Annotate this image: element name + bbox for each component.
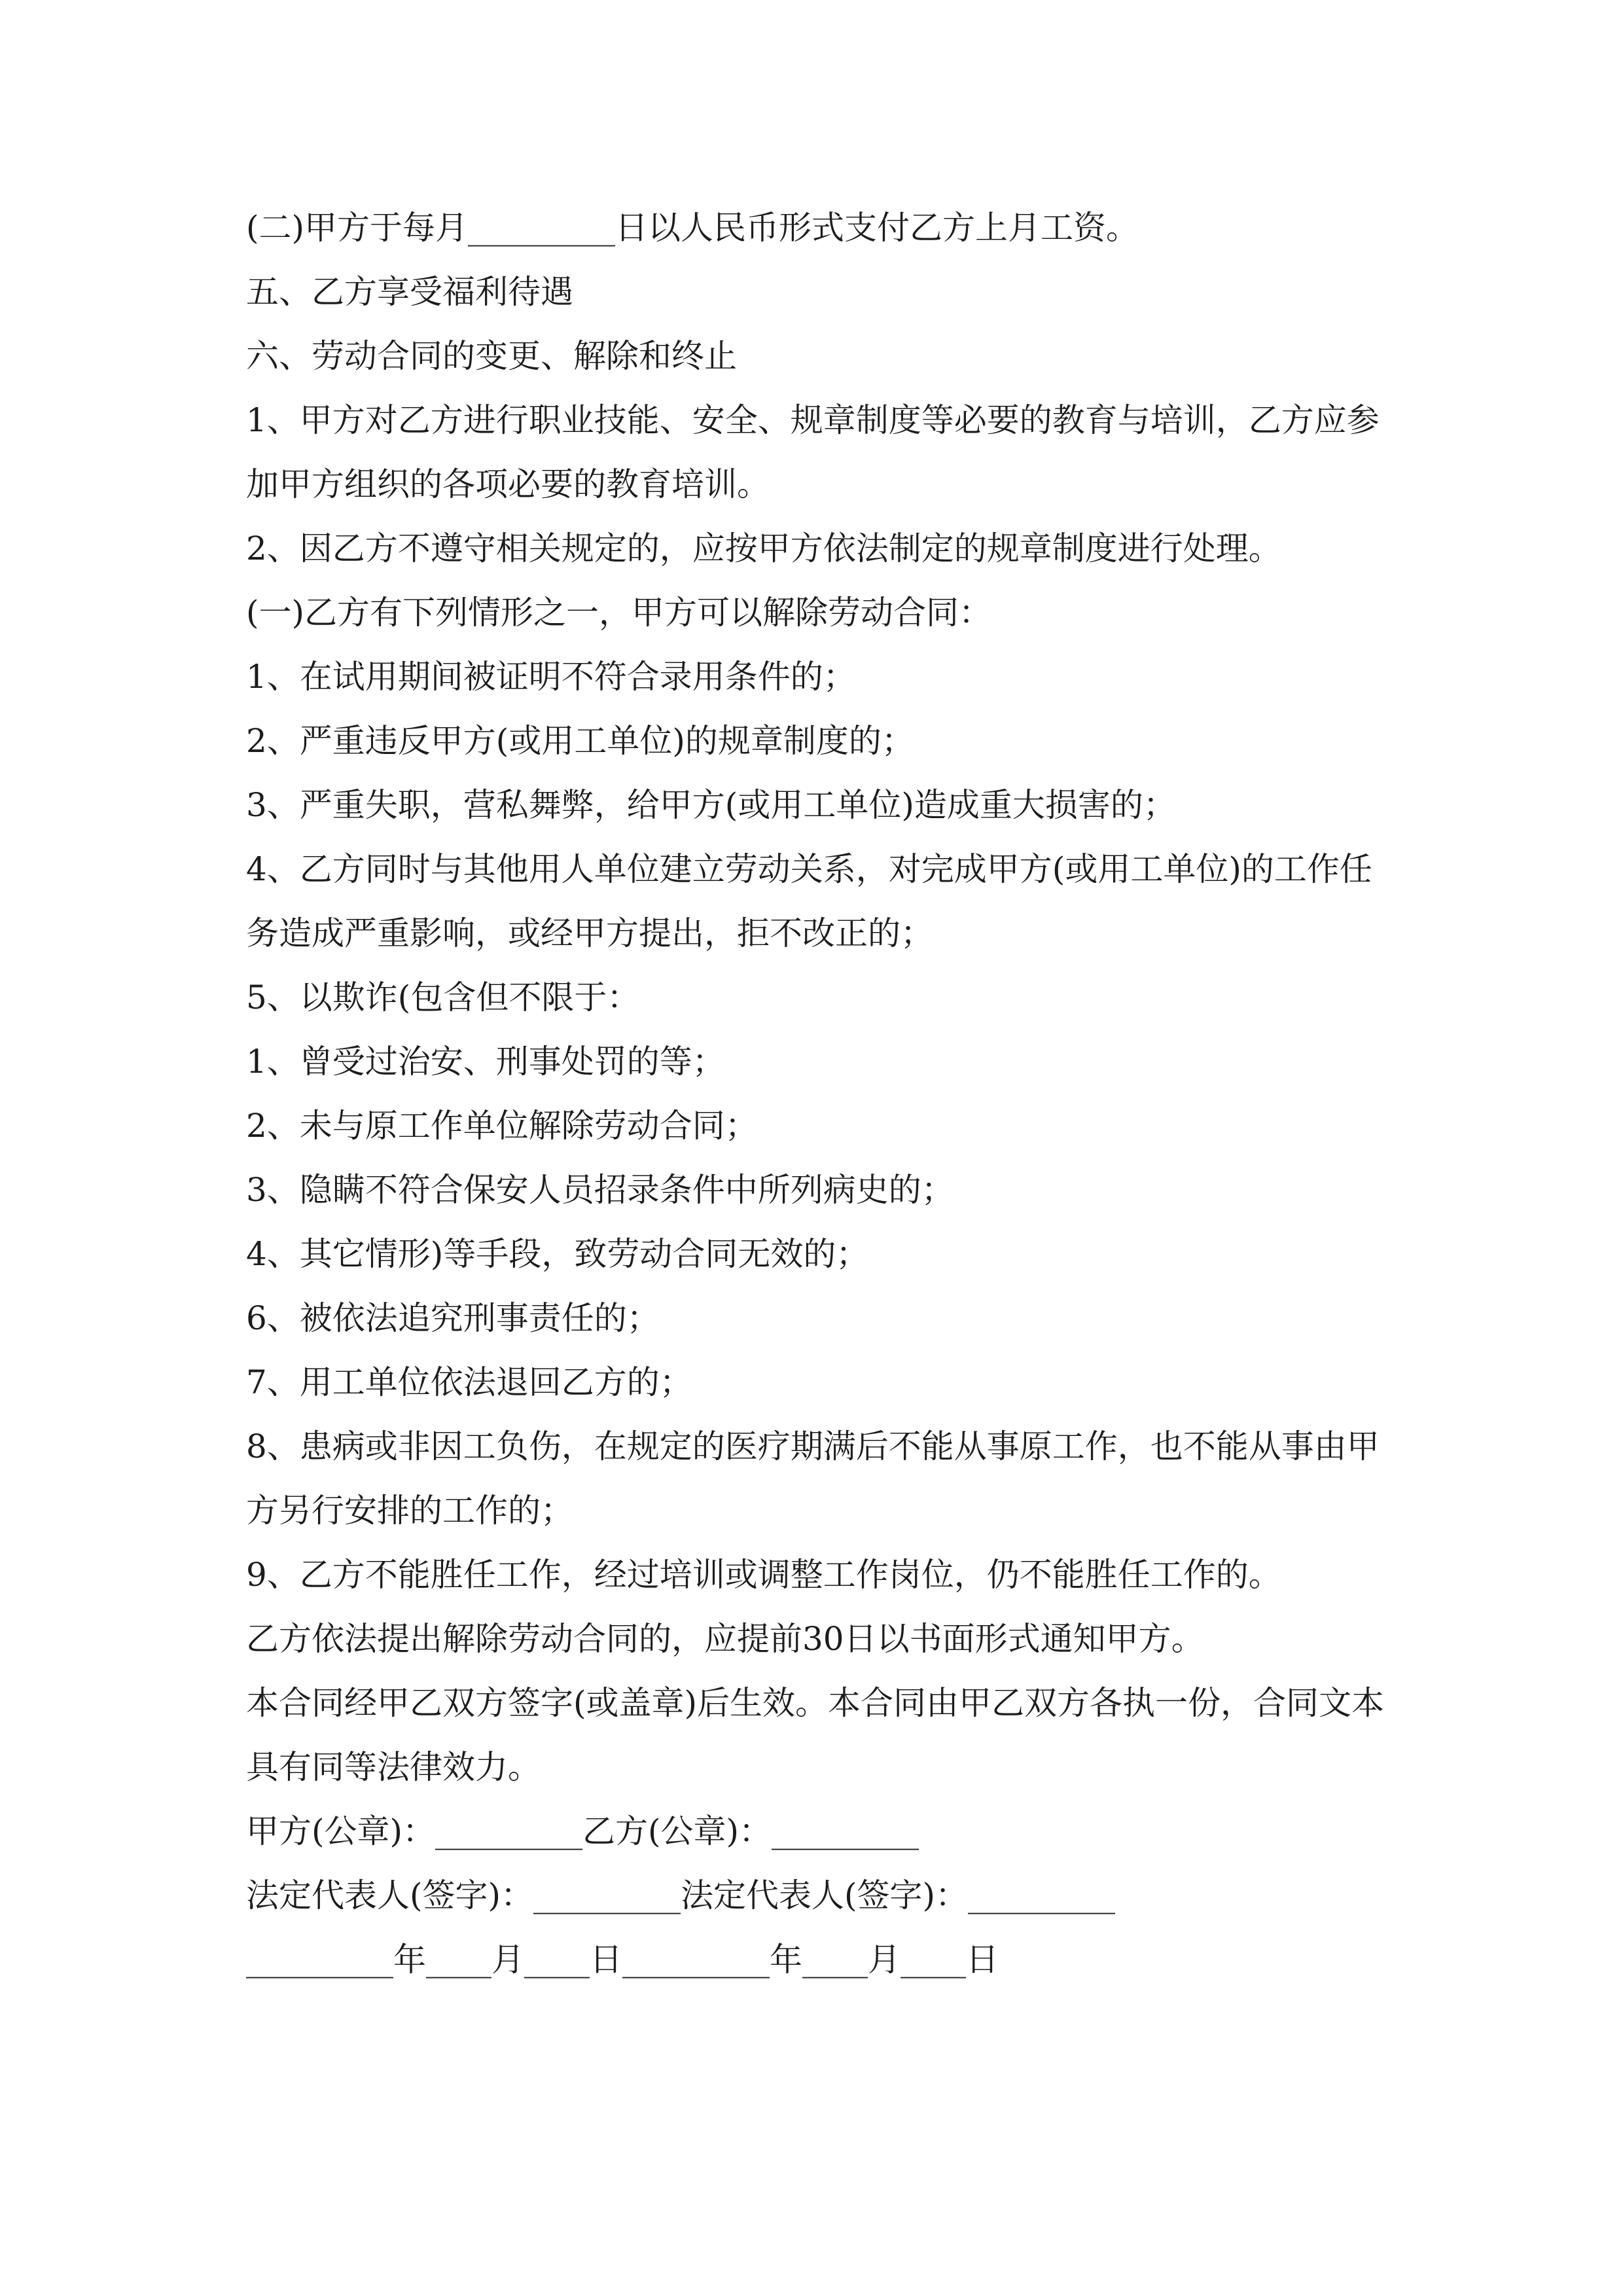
termination-subheading: (一)乙方有下列情形之一，甲方可以解除劳动合同： xyxy=(246,594,992,632)
termination-item-continued: 方另行安排的工作的； xyxy=(246,1492,573,1530)
fraud-sub-item: 2、未与原工作单位解除劳动合同； xyxy=(246,1107,758,1145)
termination-item: 1、在试用期间被证明不符合录用条件的； xyxy=(246,658,856,696)
termination-item: 3、严重失职，营私舞弊，给甲方(或用工单位)造成重大损害的； xyxy=(246,786,1176,824)
training-clause-line-2: 加甲方组织的各项必要的教育培训。 xyxy=(246,465,770,503)
fraud-sub-item: 3、隐瞒不符合保安人员招录条件中所列病史的； xyxy=(246,1171,954,1209)
effectiveness-clause-line-2: 具有同等法律效力。 xyxy=(246,1748,541,1786)
fraud-sub-item: 1、曾受过治安、刑事处罚的等； xyxy=(246,1043,725,1081)
termination-item: 8、患病或非因工负伤，在规定的医疗期满后不能从事原工作，也不能从事由甲 xyxy=(246,1427,1380,1465)
signing-date-line: _________年____月____日_________年____月____日 xyxy=(246,1941,999,1979)
termination-item-continued: 务造成严重影响，或经甲方提出，拒不改正的； xyxy=(246,914,933,952)
fraud-sub-item: 4、其它情形)等手段，致劳动合同无效的； xyxy=(246,1235,869,1273)
termination-item: 6、被依法追究刑事责任的； xyxy=(246,1299,660,1337)
section-five-heading: 五、乙方享受福利待遇 xyxy=(246,273,573,311)
termination-item: 2、严重违反甲方(或用工单位)的规章制度的； xyxy=(246,722,914,760)
effectiveness-clause-line-1: 本合同经甲乙双方签字(或盖章)后生效。本合同由甲乙双方各执一份，合同文本 xyxy=(246,1684,1385,1722)
payment-date-clause: (二)甲方于每月_________日以人民币形式支付乙方上月工资。 xyxy=(246,209,1139,247)
termination-item: 4、乙方同时与其他用人单位建立劳动关系，对完成甲方(或用工单位)的工作任 xyxy=(246,850,1372,888)
training-clause-line-1: 1、甲方对乙方进行职业技能、安全、规章制度等必要的教育与培训，乙方应参 xyxy=(246,401,1380,439)
termination-item: 7、用工单位依法退回乙方的； xyxy=(246,1363,692,1401)
seal-signature-line: 甲方(公章)：_________乙方(公章)：_________ xyxy=(246,1812,919,1850)
resignation-notice-clause: 乙方依法提出解除劳动合同的，应提前30日以书面形式通知甲方。 xyxy=(246,1620,1204,1658)
termination-item: 9、乙方不能胜任工作，经过培训或调整工作岗位，仍不能胜任工作的。 xyxy=(246,1556,1281,1594)
legal-representative-signature-line: 法定代表人(签字)：_________法定代表人(签字)：_________ xyxy=(246,1876,1116,1914)
termination-item: 5、以欺诈(包含但不限于： xyxy=(246,978,640,1016)
section-six-heading: 六、劳动合同的变更、解除和终止 xyxy=(246,337,737,375)
rules-clause: 2、因乙方不遵守相关规定的，应按甲方依法制定的规章制度进行处理。 xyxy=(246,529,1281,567)
